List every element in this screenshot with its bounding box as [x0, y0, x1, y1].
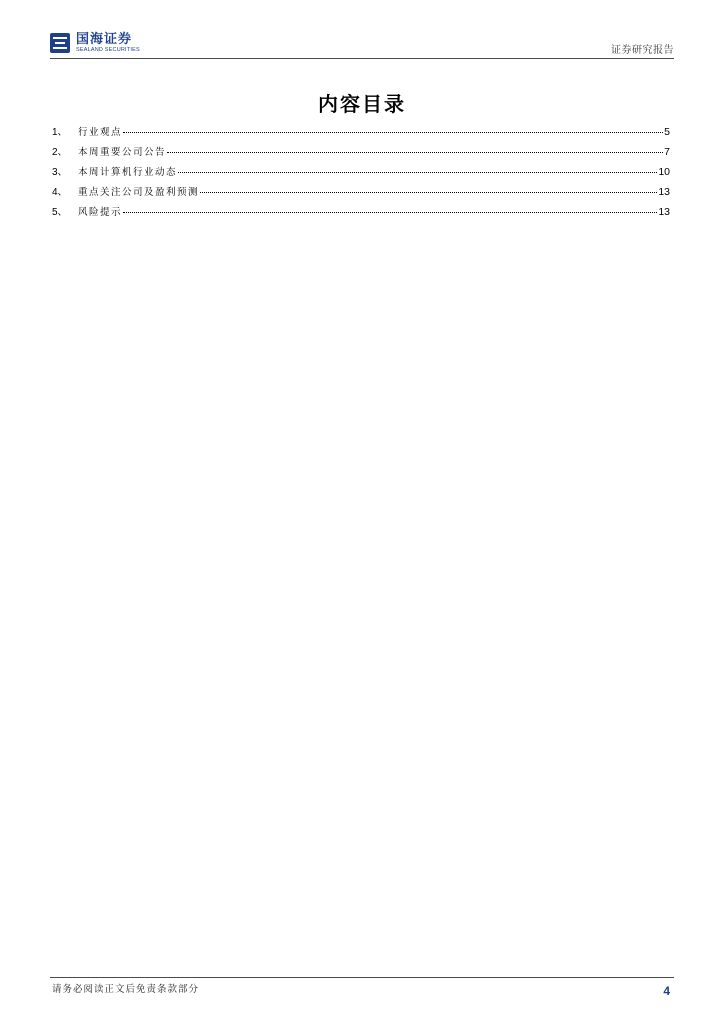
toc-entry-title: 行业观点: [78, 127, 123, 138]
company-logo: [50, 32, 140, 54]
toc-entry-page: 5: [664, 126, 670, 138]
page-footer: [50, 977, 674, 998]
toc-entry-number: 2、: [52, 147, 68, 158]
toc-entry[interactable]: [52, 123, 670, 143]
toc-entry-page: 13: [658, 206, 670, 218]
toc-leader-dots: [178, 172, 657, 173]
toc-entry-title: 风险提示: [78, 207, 123, 218]
toc-entry-number: 4、: [52, 187, 68, 198]
toc-entry-title: 本周计算机行业动态: [78, 167, 178, 178]
toc-entry-number: 3、: [52, 167, 68, 178]
toc-title: 内容目录: [318, 92, 406, 116]
toc-leader-dots: [123, 212, 657, 213]
toc-entry[interactable]: [52, 203, 670, 223]
toc-entry[interactable]: [52, 163, 670, 183]
logo-mark-icon: [50, 33, 70, 53]
report-type-label: 证券研究报告: [611, 45, 674, 56]
table-of-contents: [52, 123, 670, 223]
toc-entry[interactable]: [52, 183, 670, 203]
page-number: 4: [663, 984, 670, 998]
toc-entry-number: 5、: [52, 207, 68, 218]
toc-leader-dots: [200, 192, 657, 193]
toc-leader-dots: [123, 132, 663, 133]
logo-english-name: SEALAND SECURITIES: [76, 46, 140, 53]
toc-entry-number: 1、: [52, 127, 68, 138]
toc-entry-page: 7: [664, 146, 670, 158]
logo-chinese-name: 国海证券: [76, 31, 133, 47]
toc-entry-title: 本周重要公司公告: [78, 147, 167, 158]
toc-entry-title: 重点关注公司及盈利预测: [78, 187, 200, 198]
toc-leader-dots: [167, 152, 663, 153]
toc-entry-page: 13: [658, 186, 670, 198]
disclaimer-note: 请务必阅读正文后免责条款部分: [52, 984, 200, 995]
toc-entry[interactable]: [52, 143, 670, 163]
page-header: [50, 30, 674, 59]
toc-entry-page: 10: [658, 166, 670, 178]
